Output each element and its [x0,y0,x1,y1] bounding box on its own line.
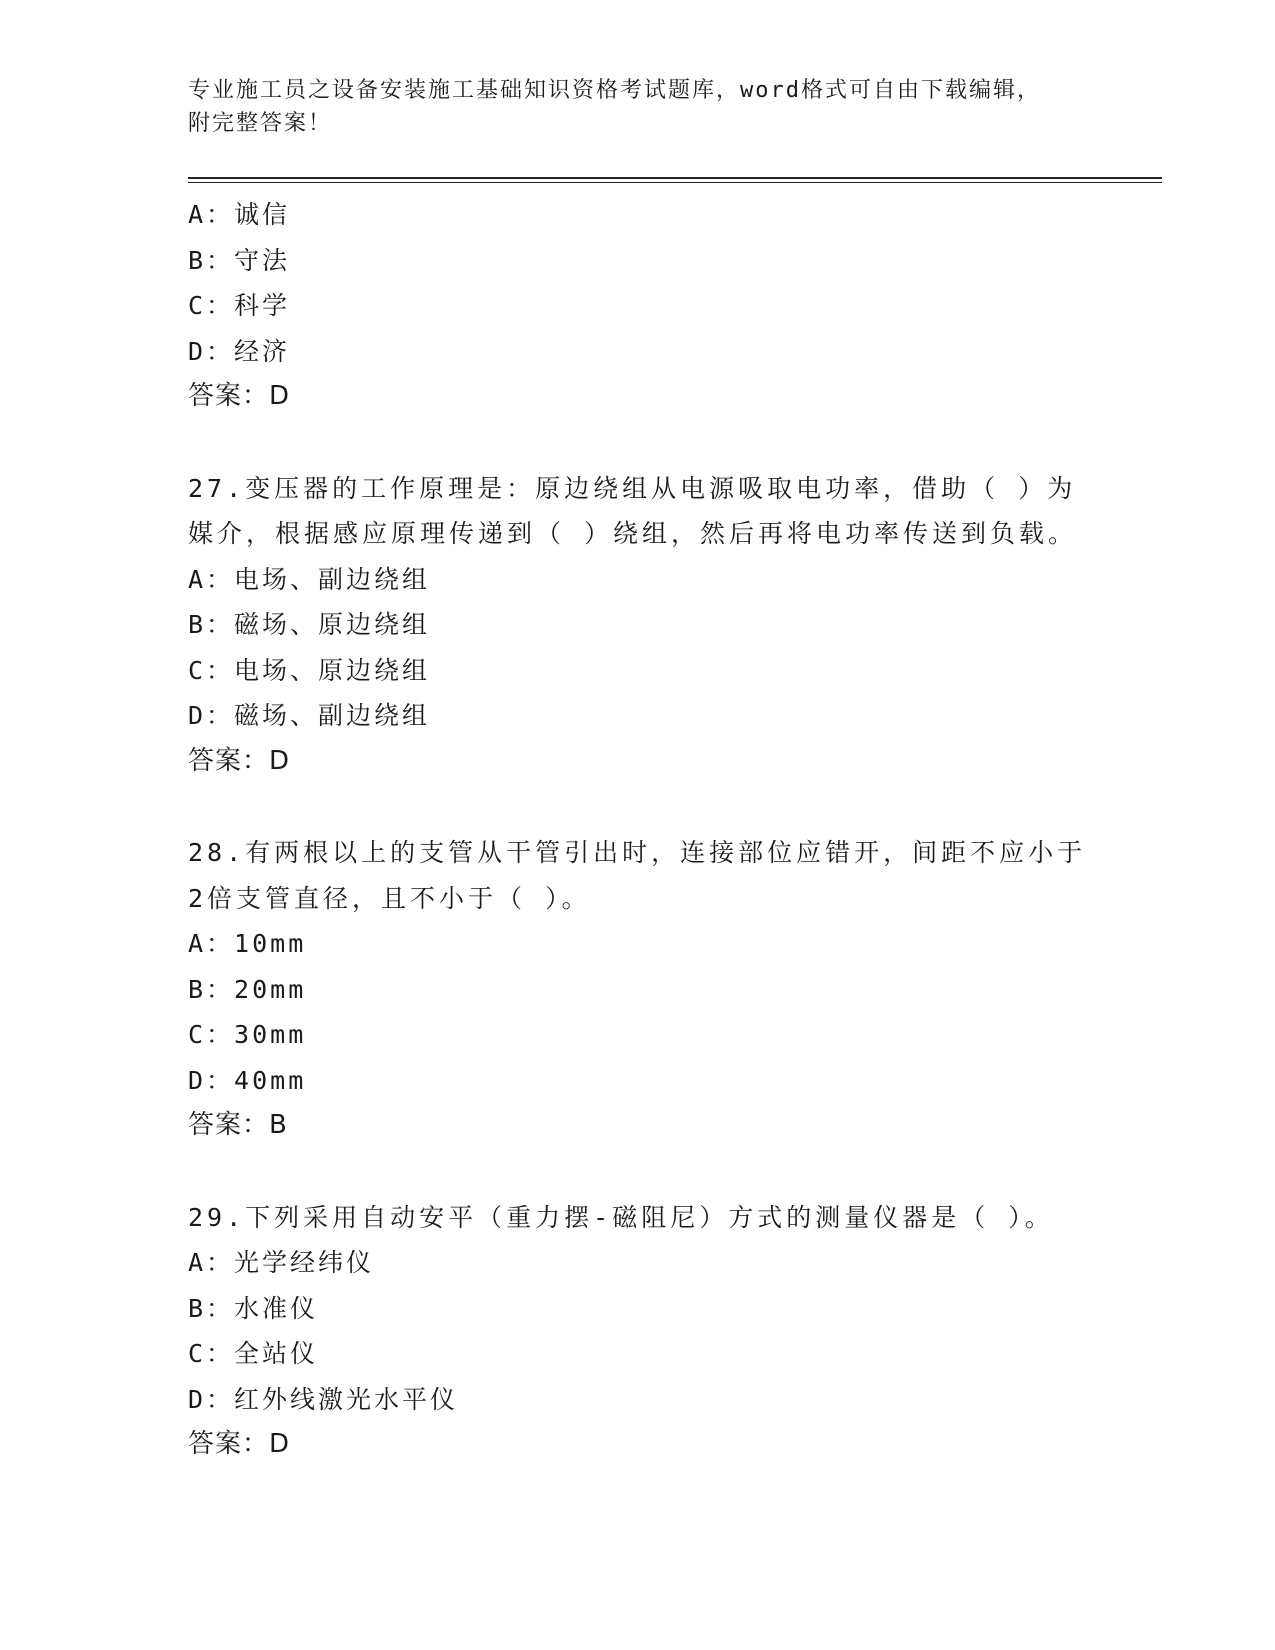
option-c: C：30mm [188,1020,307,1049]
header-divider-thick [188,177,1162,179]
question-text-line: 2倍支管直径，且不小于（ ）。 [188,883,591,913]
option-a: A：光学经纬仪 [188,1248,375,1277]
option-d: D：磁场、副边绕组 [188,701,431,730]
question-text-line: 27.变压器的工作原理是：原边绕组从电源吸取电功率，借助（ ）为 [188,473,1077,503]
question-block-28 [188,830,1128,1149]
option-b: B：磁场、原边绕组 [188,610,431,639]
option-a: A：诚信 [188,200,291,229]
option-d: D：40mm [188,1065,307,1095]
header-divider-thin [188,182,1162,183]
question-body [188,192,1128,1468]
question-text-line: 媒介，根据感应原理传递到（ ）绕组，然后再将电功率传送到负载。 [188,519,1078,548]
answer-line: 答案：B [188,1110,288,1140]
option-b: B：守法 [188,245,291,275]
option-c: C：电场、原边绕组 [188,655,431,685]
question-block-29 [188,1195,1128,1468]
option-a: A：电场、副边绕组 [188,564,431,594]
question-block-26 [188,192,1128,420]
header-title-line-2: 附完整答案！ [188,111,333,136]
answer-line: 答案：D [188,745,291,776]
question-text-line: 29.下列采用自动安平（重力摆-磁阻尼）方式的测量仪器是（ ）。 [188,1202,1054,1232]
option-c: C：全站仪 [188,1339,319,1368]
header-title-line-1: 专业施工员之设备安装施工基础知识资格考试题库，word格式可自由下载编辑， [188,78,1041,103]
document-header [188,74,1088,140]
option-a: A：10mm [188,929,307,958]
answer-line: 答案：D [188,1429,291,1459]
question-block-27 [188,466,1128,785]
option-b: B：20mm [188,974,307,1004]
option-b: B：水准仪 [188,1293,319,1323]
option-d: D：经济 [188,336,291,366]
answer-line: 答案：D [188,381,291,411]
option-d: D：红外线激光水平仪 [188,1384,459,1414]
question-text-line: 28.有两根以上的支管从干管引出时，连接部位应错开，间距不应小于 [188,838,1087,867]
option-c: C：科学 [188,291,291,320]
